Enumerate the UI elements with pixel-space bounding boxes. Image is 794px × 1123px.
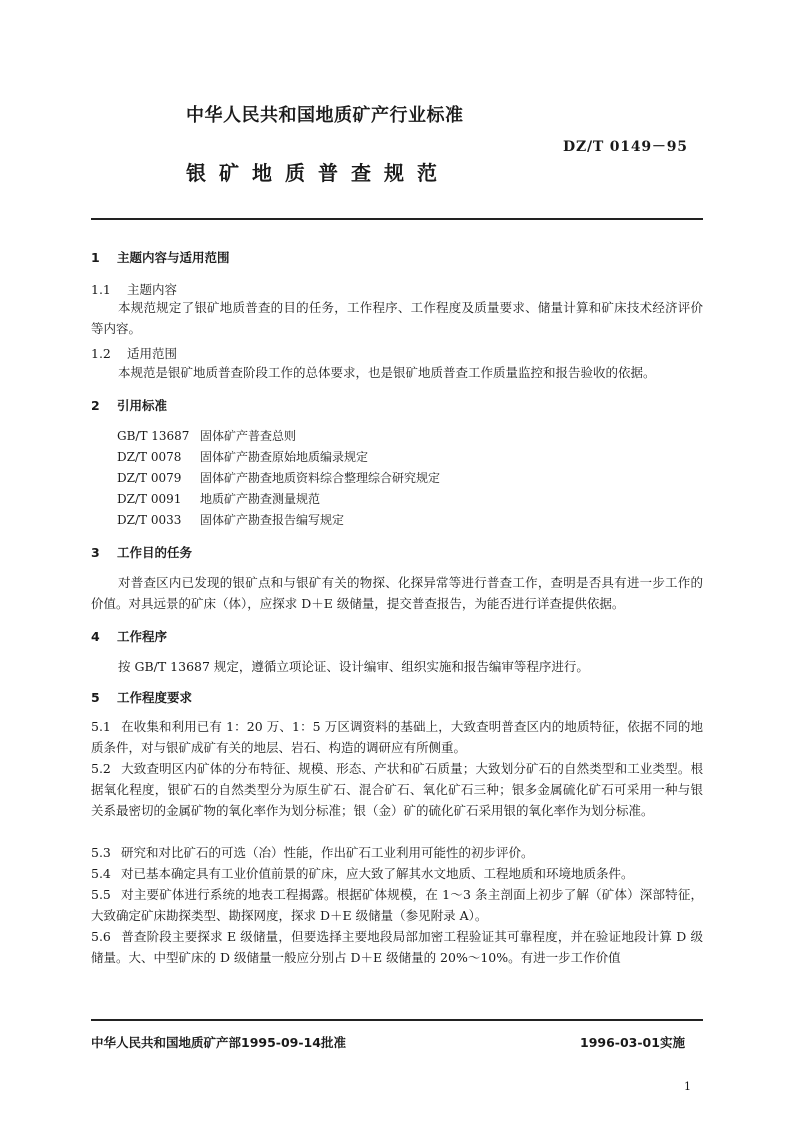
document-title: 银矿地质普查规范 — [186, 161, 450, 185]
clause-text: 对主要矿体进行系统的地表工程揭露。根据矿体规模，在 1～3 条主剖面上初步了解（矿体）深部特征，大致确定矿床勘探类型、勘探网度，探求 D＋E 级储量（参见附录 A）。 — [91, 887, 703, 923]
clause-number: 5.5 — [91, 887, 111, 902]
section-number: 3 — [91, 545, 100, 560]
section-title: 工作目的任务 — [117, 545, 193, 560]
reference-code: DZ/T 0079 — [117, 471, 182, 485]
section-4-text: 按 GB/T 13687 规定，遵循立项论证、设计编审、组织实施和报告编审等程序进行。 — [118, 659, 589, 674]
clause-text: 对已基本确定具有工业价值前景的矿床，应大致了解其水文地质、工程地质和环境地质条件。 — [121, 866, 634, 881]
clause-item — [91, 758, 703, 821]
reference-code: DZ/T 0091 — [117, 492, 182, 506]
clause-number: 5.3 — [91, 845, 111, 860]
section-1-1-heading — [91, 280, 177, 298]
section-number: 5 — [91, 690, 100, 705]
reference-name: 固体矿产勘查原始地质编录规定 — [200, 450, 369, 464]
clause-number: 5.6 — [91, 929, 111, 944]
section-1-2-heading — [91, 344, 177, 362]
clause-item — [91, 926, 703, 968]
section-number: 2 — [91, 398, 100, 413]
clause-text: 普查阶段主要探求 E 级储量，但要选择主要地段局部加密工程验证其可靠程度，并在验证地段计算 D 级储量。大、中型矿床的 D 级储量一般应分别占 D＋E 级储量的 20%～10%。有进一步工作价值 — [91, 929, 703, 965]
section-number: 1 — [91, 250, 100, 265]
clause-number: 5.1 — [91, 719, 111, 734]
standard-code: DZ/T 0149－95 — [563, 139, 688, 155]
clause-item — [91, 842, 703, 863]
footer-divider — [91, 1019, 703, 1021]
reference-name: 地质矿产勘查测量规范 — [200, 492, 321, 506]
reference-item — [117, 511, 344, 528]
clause-text: 研究和对比矿石的可选（冶）性能，作出矿石工业利用可能性的初步评价。 — [121, 845, 534, 860]
approval-statement: 中华人民共和国地质矿产部1995-09-14批准 — [91, 1035, 346, 1050]
header-divider — [91, 218, 703, 220]
section-number: 1.2 — [91, 346, 111, 361]
section-1-1-text: 本规范规定了银矿地质普查的目的任务，工作程序、工作程度及质量要求、储量计算和矿床技术经济评价等内容。 — [91, 300, 703, 336]
reference-name: 固体矿产普查总则 — [200, 429, 297, 443]
section-3-text: 对普查区内已发现的银矿点和与银矿有关的物探、化探异常等进行普查工作，查明是否具有进一步工作的价值。对具远景的矿床（体），应探求 D＋E 级储量，提交普查报告，为能否进行详查提供依据。 — [91, 575, 703, 611]
clause-text: 在收集和利用已有 1：20 万、1：5 万区调资料的基础上，大致查明普查区内的地质特征，依据不同的地质条件，对与银矿成矿有关的地层、岩石、构造的调研应有所侧重。 — [91, 719, 703, 755]
section-title: 工作程度要求 — [117, 690, 193, 705]
section-4-heading — [91, 627, 167, 645]
reference-code: DZ/T 0033 — [117, 513, 182, 527]
section-1-2-text: 本规范是银矿地质普查阶段工作的总体要求，也是银矿地质普查工作质量监控和报告验收的依据。 — [118, 365, 656, 380]
reference-item — [117, 490, 320, 507]
section-number: 4 — [91, 629, 100, 644]
section-5-heading — [91, 688, 192, 706]
section-3-heading — [91, 543, 192, 561]
section-title: 引用标准 — [117, 398, 168, 413]
section-2-heading — [91, 396, 167, 414]
section-title: 适用范围 — [127, 346, 178, 361]
page-number: 1 — [684, 1080, 691, 1093]
clause-item — [91, 884, 703, 926]
section-title: 主题内容与适用范围 — [117, 250, 230, 265]
clause-item — [91, 716, 703, 758]
section-title: 工作程序 — [117, 629, 168, 644]
reference-name: 固体矿产勘查地质资料综合整理综合研究规定 — [200, 471, 441, 485]
reference-name: 固体矿产勘查报告编写规定 — [200, 513, 345, 527]
standard-org-title: 中华人民共和国地质矿产行业标准 — [186, 105, 464, 126]
section-1-heading — [91, 248, 230, 266]
clause-item — [91, 863, 703, 884]
reference-code: DZ/T 0078 — [117, 450, 182, 464]
effective-date: 1996-03-01实施 — [580, 1035, 685, 1050]
reference-item — [117, 427, 296, 444]
clause-number: 5.2 — [91, 761, 111, 776]
section-number: 1.1 — [91, 282, 111, 297]
reference-item — [117, 469, 440, 486]
clause-text: 大致查明区内矿体的分布特征、规模、形态、产状和矿石质量；大致划分矿石的自然类型和工业类型。根据氧化程度，银矿石的自然类型分为原生矿石、混合矿石、氧化矿石三种；银多金属硫化矿石可采用一种与银关系最密切的金属矿物的氧化率作为划分标准；银（金）矿的硫化矿石采用银的氧化率作为划分标准。 — [91, 761, 703, 818]
clause-number: 5.4 — [91, 866, 111, 881]
reference-code: GB/T 13687 — [117, 429, 190, 443]
reference-item — [117, 448, 368, 465]
section-title: 主题内容 — [127, 282, 178, 297]
